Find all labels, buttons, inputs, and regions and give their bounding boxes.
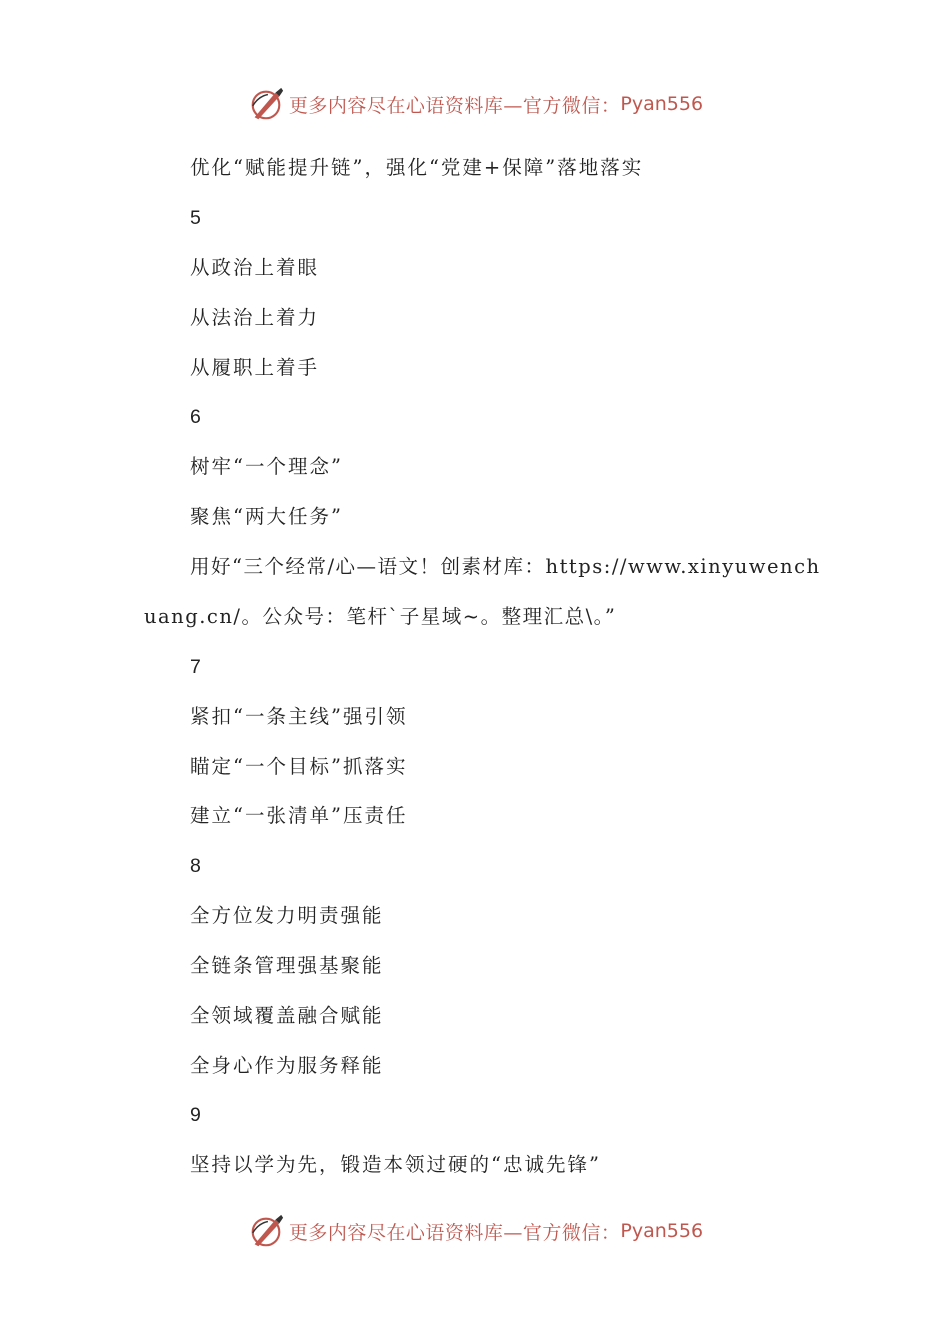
text-line: 全领域覆盖融合赋能: [190, 1004, 384, 1027]
text-line: 优化“赋能提升链”，强化“党建+保障”落地落实: [190, 156, 644, 179]
section-number: 6: [190, 406, 201, 428]
header-text: 更多内容尽在心语资料库—官方微信：: [288, 94, 621, 117]
section-number: 8: [190, 855, 201, 877]
text-line: 建立“一张清单”压责任: [190, 804, 408, 827]
pen-logo-icon: [247, 85, 285, 123]
header-banner: [0, 84, 950, 124]
section-number: 5: [190, 207, 201, 229]
text-line: 从法治上着力: [190, 306, 320, 329]
text-line: 全方位发力明责强能: [190, 904, 384, 927]
text-line: 从政治上着眼: [190, 256, 320, 279]
footer-banner: [0, 1211, 950, 1251]
text-line: 用好“三个经常/心—语文！创素材库：https://www.xinyuwench: [190, 555, 821, 578]
section-number: 9: [190, 1104, 201, 1126]
footer-contact: Pyan556: [620, 1220, 704, 1242]
text-line: 紧扣“一条主线”强引领: [190, 705, 408, 728]
text-line: 树牢“一个理念”: [190, 455, 343, 478]
text-line: 瞄定“一个目标”抓落实: [190, 755, 408, 778]
text-line: 全链条管理强基聚能: [190, 954, 384, 977]
header-contact: Pyan556: [620, 93, 704, 115]
footer-text: 更多内容尽在心语资料库—官方微信：: [288, 1221, 621, 1244]
text-line: 从履职上着手: [190, 356, 320, 379]
text-line: 聚焦“两大任务”: [190, 505, 343, 528]
section-number: 7: [190, 656, 201, 678]
pen-logo-icon: [247, 1212, 285, 1250]
text-line: 全身心作为服务释能: [190, 1054, 384, 1077]
text-line: 坚持以学为先，锻造本领过硬的“忠诚先锋”: [190, 1153, 601, 1176]
text-line: uang.cn/。公众号：笔杆`子星域~。整理汇总\。”: [144, 605, 617, 628]
